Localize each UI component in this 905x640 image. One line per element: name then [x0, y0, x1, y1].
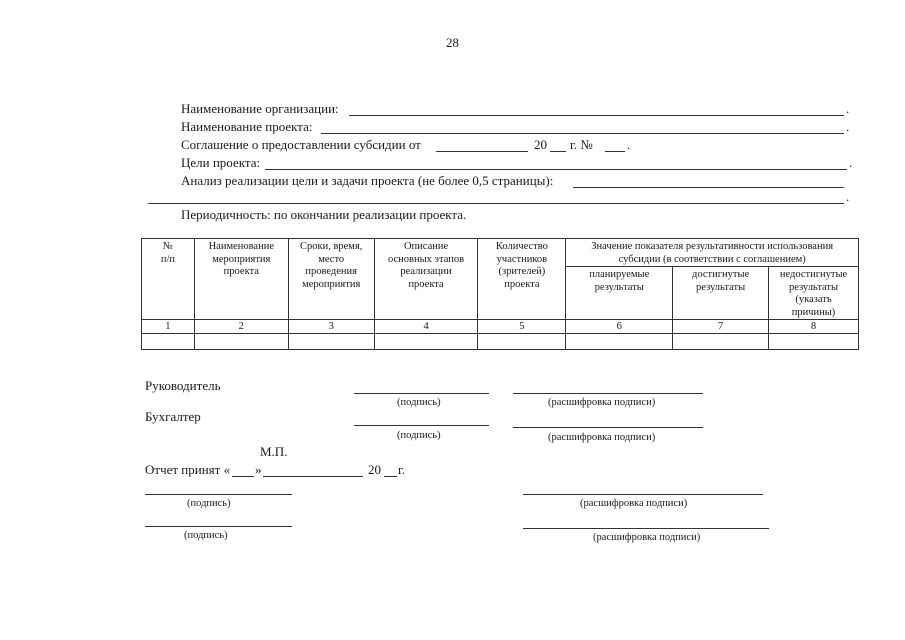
periodicity-text: Периодичность: по окончании реализации проекта. [181, 207, 467, 222]
stamp-label: М.П. [260, 444, 288, 459]
col-planned-header: планируемые результаты [566, 267, 673, 320]
project-name-field[interactable] [321, 133, 844, 134]
organization-period: . [846, 101, 850, 116]
project-name-period: . [846, 119, 850, 134]
accepted-day-field[interactable] [232, 476, 254, 477]
receiver-signature-caption-2: (подпись) [184, 530, 228, 541]
table-header-row [142, 239, 859, 267]
col-results-group-header: Значение показателя результативности использования субсидии (в соответствии с соглашением) [566, 239, 859, 267]
col-stages-header: Описание основных этапов реализации проекта [374, 239, 478, 320]
director-signature-line[interactable] [354, 393, 489, 394]
receiver-decode-line-2[interactable] [523, 528, 769, 529]
accepted-year-field[interactable] [384, 476, 397, 477]
organization-label: Наименование организации: [181, 101, 339, 116]
director-decode-caption: (расшифровка подписи) [548, 397, 656, 408]
column-number: 1 [142, 320, 195, 334]
accepted-month-field[interactable] [263, 476, 363, 477]
analysis-field-line-2[interactable] [148, 203, 844, 204]
column-number: 2 [194, 320, 288, 334]
accepted-prefix: Отчет принят « [145, 462, 231, 477]
director-decode-line[interactable] [513, 393, 703, 394]
col-number-header: № п/п [142, 239, 195, 320]
table-cell[interactable] [478, 334, 566, 350]
agreement-year-field[interactable] [550, 151, 566, 152]
accountant-decode-line[interactable] [513, 427, 703, 428]
accepted-quote: » [255, 462, 262, 477]
column-number: 3 [288, 320, 374, 334]
analysis-field[interactable] [573, 187, 844, 188]
table-number-row [142, 320, 859, 334]
analysis-label: Анализ реализации цели и задачи проекта (не более 0,5 страницы): [181, 173, 554, 188]
table-cell[interactable] [769, 334, 859, 350]
accepted-suffix: г. [398, 462, 406, 477]
receiver-signature-line-1[interactable] [145, 494, 292, 495]
col-achieved-header: достигнутые результаты [673, 267, 769, 320]
agreement-year: 20 [534, 137, 547, 152]
agreement-date-field[interactable] [436, 151, 528, 152]
agreement-number-label: г. № [570, 137, 593, 152]
organization-field[interactable] [349, 115, 844, 116]
receiver-signature-line-2[interactable] [145, 526, 292, 527]
table-cell[interactable] [194, 334, 288, 350]
table-cell[interactable] [566, 334, 673, 350]
column-number: 6 [566, 320, 673, 334]
director-signature-caption: (подпись) [397, 397, 441, 408]
receiver-decode-caption-2: (расшифровка подписи) [593, 532, 701, 543]
receiver-decode-line-1[interactable] [523, 494, 763, 495]
agreement-label: Соглашение о предоставлении субсидии от [181, 137, 421, 152]
receiver-signature-caption-1: (подпись) [187, 498, 231, 509]
accepted-year: 20 [368, 462, 381, 477]
report-table [141, 238, 859, 350]
col-event-name-header: Наименование мероприятия проекта [194, 239, 288, 320]
column-number: 4 [374, 320, 478, 334]
agreement-period: . [627, 137, 631, 152]
page-number: 28 [446, 35, 459, 50]
goals-label: Цели проекта: [181, 155, 261, 170]
table-cell[interactable] [374, 334, 478, 350]
col-not-achieved-header: недостигнутые результаты (указать причины) [769, 267, 859, 320]
table-cell[interactable] [288, 334, 374, 350]
accountant-signature-caption: (подпись) [397, 430, 441, 441]
project-name-label: Наименование проекта: [181, 119, 313, 134]
table-row[interactable] [142, 334, 859, 350]
column-number: 8 [769, 320, 859, 334]
column-number: 5 [478, 320, 566, 334]
col-timing-header: Сроки, время, место проведения мероприятия [288, 239, 374, 320]
table-cell[interactable] [673, 334, 769, 350]
accountant-signature-line[interactable] [354, 425, 489, 426]
agreement-number-field[interactable] [605, 151, 625, 152]
accountant-label: Бухгалтер [145, 409, 201, 424]
receiver-decode-caption-1: (расшифровка подписи) [580, 498, 688, 509]
table-cell[interactable] [142, 334, 195, 350]
column-number: 7 [673, 320, 769, 334]
accountant-decode-caption: (расшифровка подписи) [548, 432, 656, 443]
goals-period: . [849, 155, 853, 170]
director-label: Руководитель [145, 378, 221, 393]
col-participants-header: Количество участников (зрителей) проекта [478, 239, 566, 320]
analysis-period: . [846, 189, 850, 204]
goals-field[interactable] [265, 169, 847, 170]
